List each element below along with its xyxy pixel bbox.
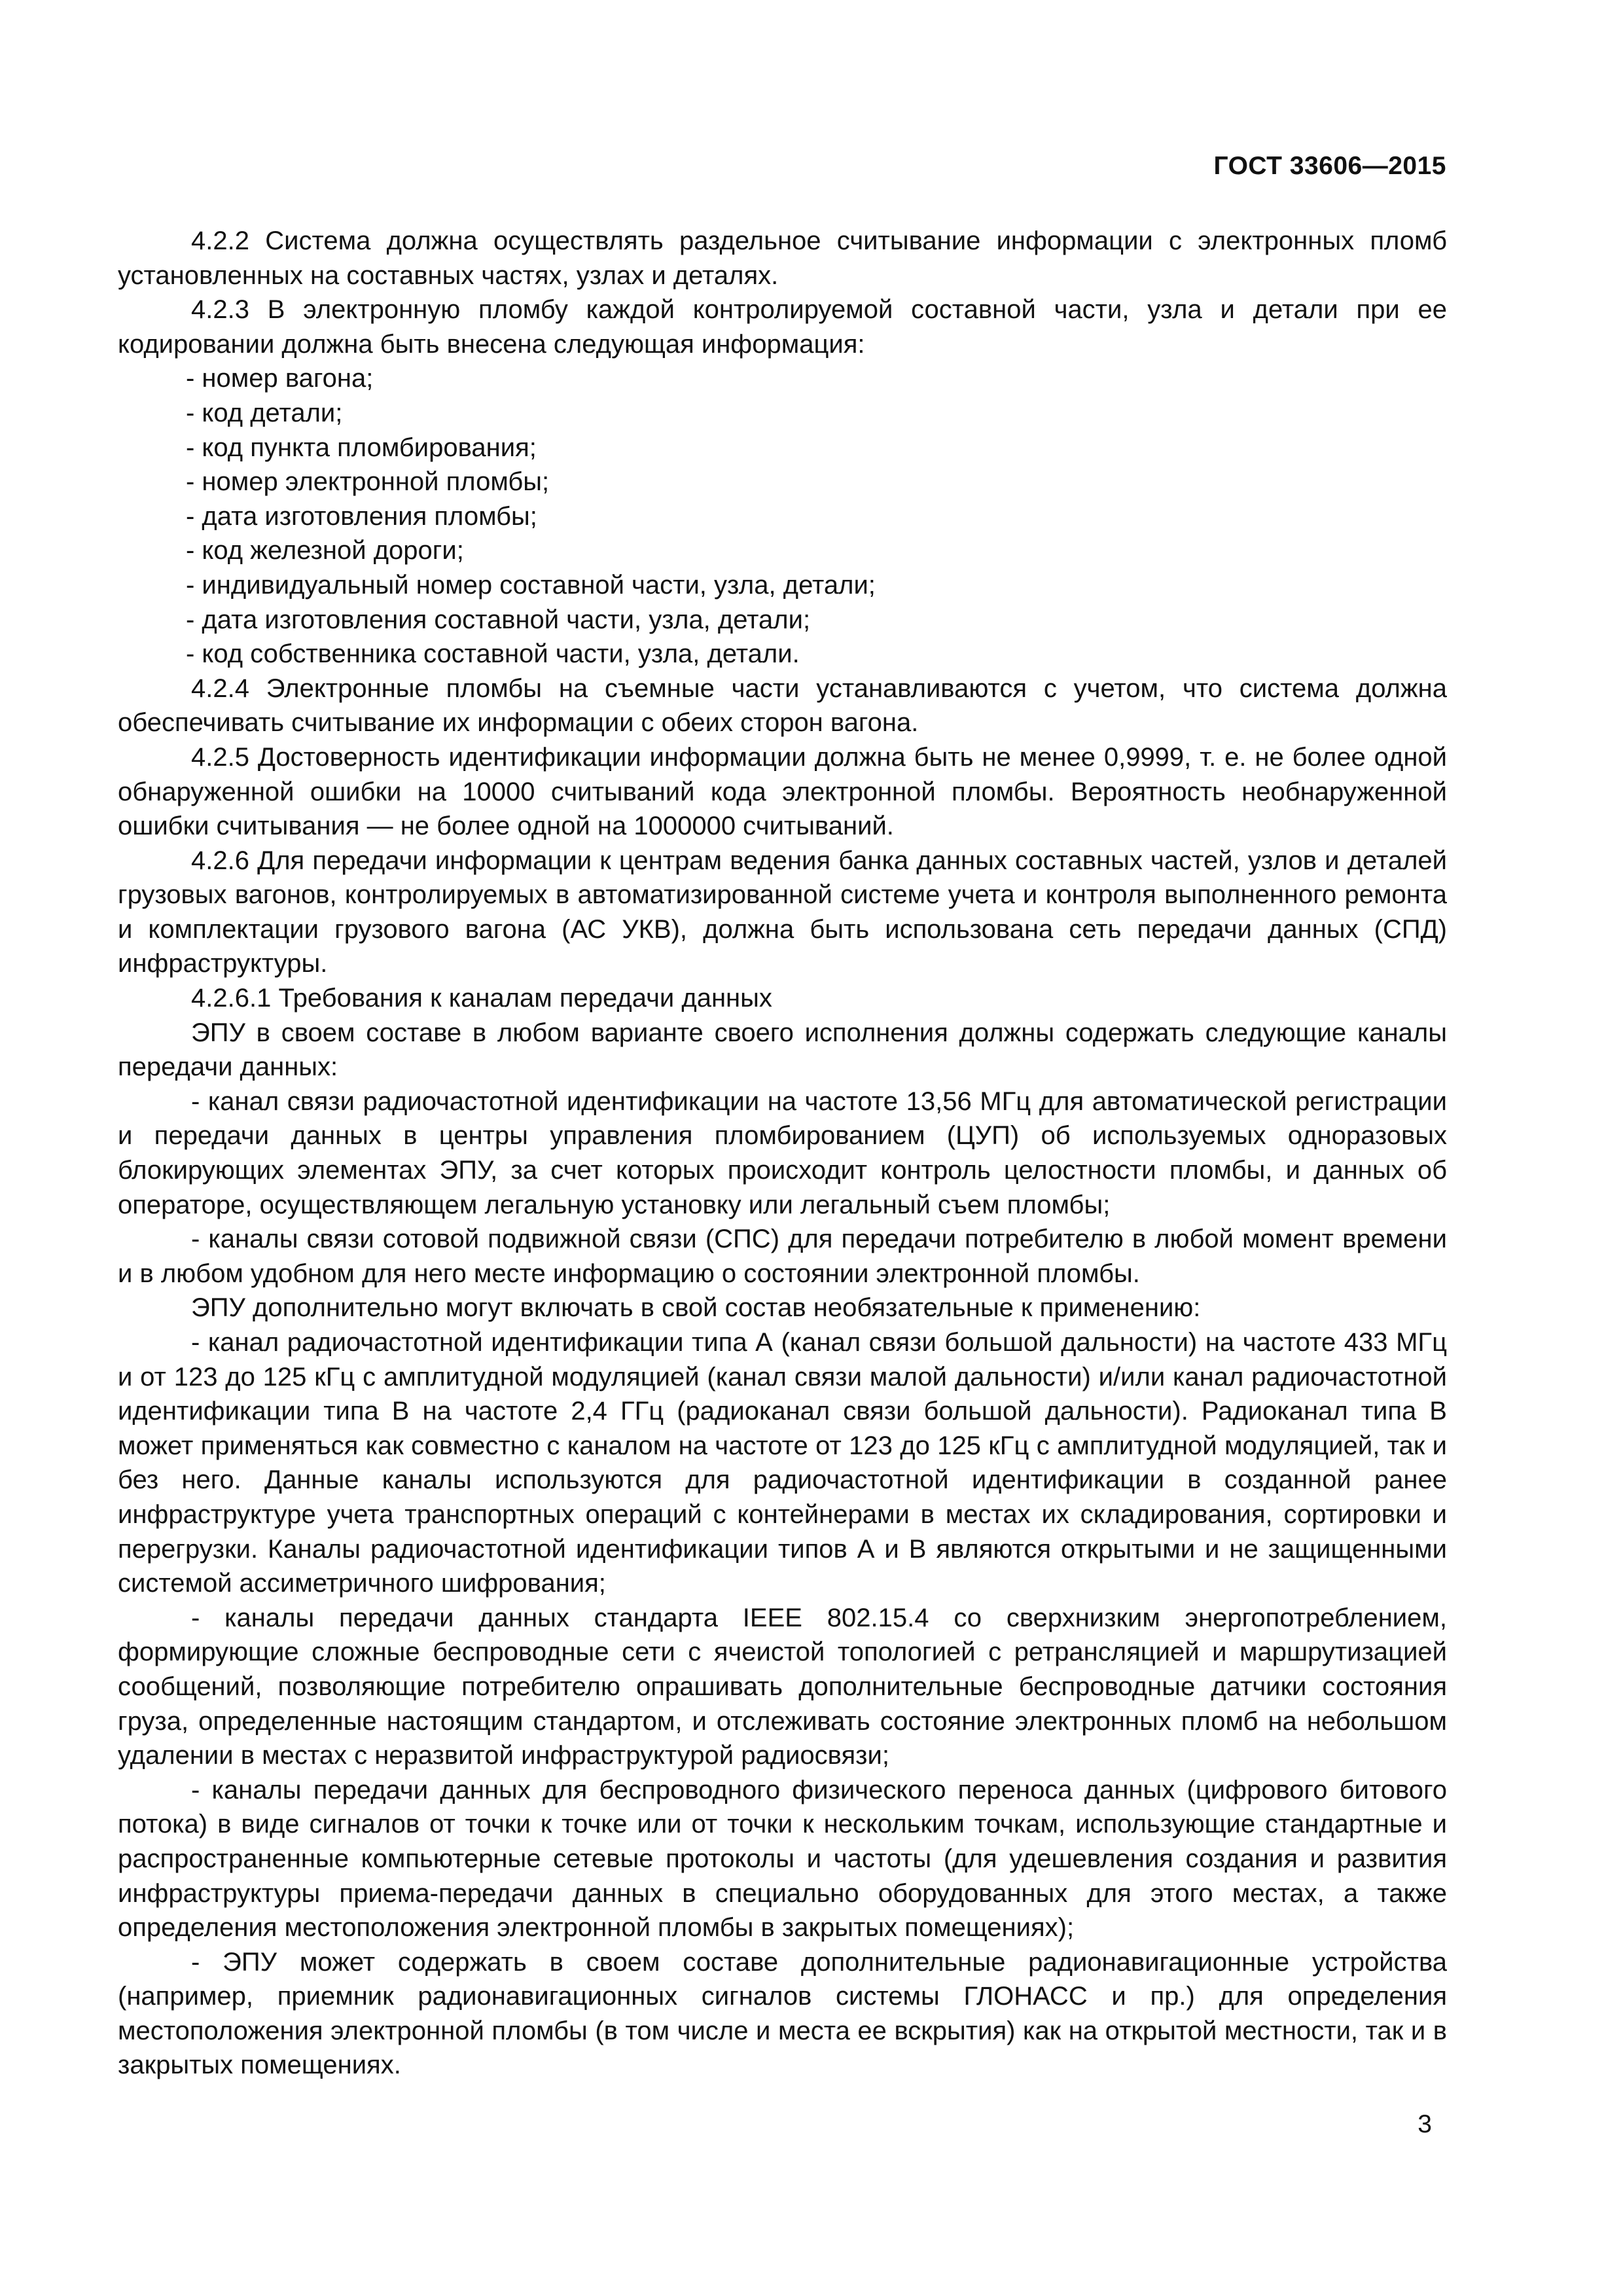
paragraph-ieee-802-15-4: - каналы передачи данных стандарта IEEE 802.15.4 со сверхнизким энергопотреблением, формирующие сложные беспроводные сети с ячеистой топологией с ретрансляцией и маршрутизацией сообщений, позволяющие потребителю опрашивать дополнительные беспроводные датчики состояния груза, определенные настоящим стандартом, и отслеживать состояние электронных пломб на небольшом удалении в местах с неразвитой инфраструктурой радиосвязи; — [118, 1603, 1447, 1770]
paragraph-epu-required-channels: ЭПУ в своем составе в любом варианте своего исполнения должны содержать следующие каналы передачи данных: — [118, 1018, 1447, 1082]
paragraph-wireless-transfer: - каналы передачи данных для беспроводного физического переноса данных (цифрового битового потока) в виде сигналов от точки к точке или от точки к нескольким точкам, использующие стандартные и распространенные компьютерные сетевые протоколы и частоты (для удешевления создания и развития инфраструктуры приема-передачи данных в специально оборудованных для этого местах, а также определения местоположения электронной пломбы в закрытых помещениях); — [118, 1775, 1447, 1943]
list-item: - дата изготовления пломбы; — [186, 501, 537, 531]
list-item: - код собственника составной части, узла, детали. — [186, 639, 800, 669]
list-item: - номер электронной пломбы; — [186, 467, 550, 497]
paragraph-cellular-channel: - каналы связи сотовой подвижной связи (СПС) для передачи потребителю в любой момент времени и в любом удобном для него месте информацию о состоянии электронной пломбы. — [118, 1225, 1447, 1288]
list-item: - номер вагона; — [186, 364, 374, 393]
document-header: ГОСТ 33606—2015 — [1213, 152, 1446, 180]
paragraph-4-2-3: 4.2.3 В электронную пломбу каждой контролируемой составной части, узла и детали при ее кодировании должна быть внесена следующая информация: — [118, 295, 1447, 359]
paragraph-4-2-4: 4.2.4 Электронные пломбы на съемные части устанавливаются с учетом, что система должна обеспечивать считывание их информации с обеих сторон вагона. — [118, 673, 1447, 738]
page-number: 3 — [1418, 2110, 1432, 2138]
paragraph-radionavigation: - ЭПУ может содержать в своем составе дополнительные радионавигационные устройства (например, приемник радионавигационных сигналов системы ГЛОНАСС и пр.) для определения местоположения электронной пломбы (в том числе и места ее вскрытия) как на открытой местности, так и в закрытых помещениях. — [118, 1947, 1447, 2080]
paragraph-4-2-2: 4.2.2 Система должна осуществлять раздельное считывание информации с электронных пломб установленных на составных частях, узлах и деталях. — [118, 226, 1447, 290]
list-item: - код пункта пломбирования; — [186, 433, 537, 462]
list-item: - индивидуальный номер составной части, узла, детали; — [186, 570, 876, 600]
paragraph-4-2-5: 4.2.5 Достоверность идентификации информации должна быть не менее 0,9999, т. е. не более одной обнаруженной ошибки на 10000 считываний кода электронной пломбы. Вероятность необнаруженной ошибки считывания — не более одной на 1000000 считываний. — [118, 742, 1447, 841]
list-item: - код детали; — [186, 398, 343, 427]
list-item: - дата изготовления составной части, узла, детали; — [186, 605, 811, 634]
document-body — [118, 224, 1447, 2083]
paragraph-4-2-6-1: 4.2.6.1 Требования к каналам передачи данных — [191, 984, 772, 1013]
paragraph-rfid-type-a-b: - канал радиочастотной идентификации типа А (канал связи большой дальности) на частоте 433 МГц и от 123 до 125 кГц с амплитудной модуляцией (канал связи малой дальности) и/или канал радиочастотной идентификации типа В на частоте 2,4 ГГц (радиоканал связи большой дальности). Радиоканал типа В может применяться как совместно с каналом на частоте от 123 до 125 кГц с амплитудной модуляцией, так и без него. Данные каналы используются для радиочастотной идентификации в созданной ранее инфраструктуре учета транспортных операций с контейнерами в местах их складирования, сортировки и перегрузки. Каналы радиочастотной идентификации типов А и В являются открытыми и не защищенными системой ассиметричного шифрования; — [118, 1328, 1447, 1598]
paragraph-4-2-6: 4.2.6 Для передачи информации к центрам ведения банка данных составных частей, узлов и деталей грузовых вагонов, контролируемых в автоматизированной системе учета и контроля выполненного ремонта и комплектации грузового вагона (АС УКВ), должна быть использована сеть передачи данных (СПД) инфраструктуры. — [118, 846, 1447, 978]
paragraph-epu-optional: ЭПУ дополнительно могут включать в свой состав необязательные к применению: — [191, 1293, 1201, 1323]
list-item: - код железной дороги; — [186, 536, 464, 565]
paragraph-rfid-channel: - канал связи радиочастотной идентификации на частоте 13,56 МГц для автоматической регистрации и передачи данных в центры управления пломбированием (ЦУП) об используемых одноразовых блокирующих элементах ЭПУ, за счет которых происходит контроль целостности пломбы, и данных об операторе, осуществляющем легальную установку или легальный съем пломбы; — [118, 1086, 1447, 1219]
